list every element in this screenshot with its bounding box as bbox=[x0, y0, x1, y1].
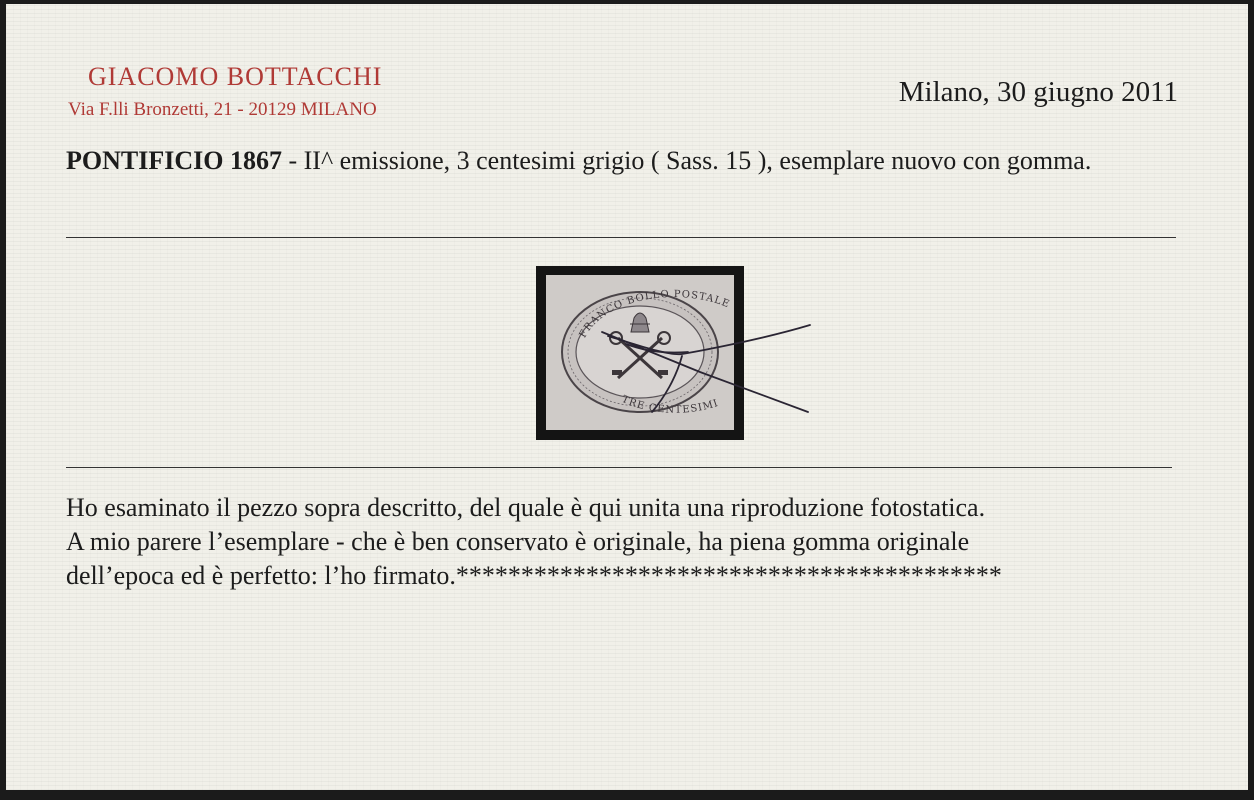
divider-top bbox=[66, 237, 1176, 238]
stamp-description bbox=[66, 145, 1186, 177]
stamp-photo bbox=[530, 260, 820, 445]
stamp-bottom-inscription: TRE CENTESIMI bbox=[619, 393, 721, 416]
place-date: Milano, 30 giugno 2011 bbox=[898, 76, 1178, 108]
description-subject: PONTIFICIO 1867 bbox=[66, 146, 282, 175]
opinion-line-1: Ho esaminato il pezzo sopra descritto, del quale è qui unita una riproduzione fotostatica. bbox=[66, 493, 986, 522]
certificate-card bbox=[6, 4, 1248, 790]
description-text: - II^ emissione, 3 centesimi grigio ( Sass. 15 ), esemplare nuovo con gomma. bbox=[281, 146, 1092, 175]
expert-opinion bbox=[66, 491, 1206, 593]
opinion-line-2: A mio parere l’esemplare - che è ben conservato è originale, ha piena gomma originale bbox=[66, 527, 970, 556]
firm-address: Via F.lli Bronzetti, 21 - 20129 MILANO bbox=[68, 99, 377, 120]
stamp-top-inscription: FRANCO BOLLO POSTALE bbox=[577, 288, 732, 340]
firm-name: GIACOMO BOTTACCHI bbox=[88, 62, 383, 91]
opinion-line-3: dell’epoca ed è perfetto: l’ho firmato.****************************************** bbox=[66, 561, 1002, 590]
divider-bottom bbox=[66, 467, 1172, 468]
